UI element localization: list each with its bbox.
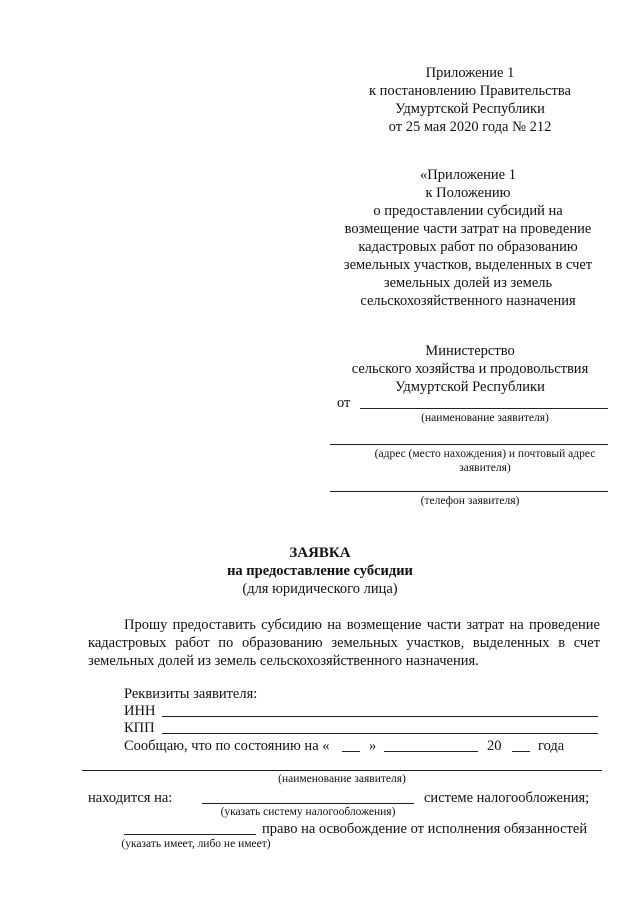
exemption-field[interactable] — [124, 834, 256, 835]
regulation-line: земельных участков, выделенных в счет — [343, 257, 593, 273]
report-month-field[interactable] — [384, 751, 478, 752]
applicant-name-line[interactable] — [360, 408, 608, 409]
regulation-line: к Положению — [425, 185, 511, 201]
body-applicant-name-line[interactable] — [82, 770, 602, 771]
ministry-line: Удмуртской Республики — [395, 379, 545, 395]
report-year-suffix: года — [538, 738, 565, 754]
phone-line[interactable] — [330, 491, 608, 492]
requisites-label: Реквизиты заявителя: — [124, 686, 258, 702]
exemption-caption: (указать имеет, либо не имеет) — [121, 838, 271, 850]
applicant-name-caption: (наименование заявителя) — [421, 412, 549, 424]
regulation-appendix-header — [316, 166, 620, 310]
body-applicant-name-caption: (наименование заявителя) — [278, 773, 406, 785]
title-subtitle: на предоставление субсидии — [227, 563, 413, 579]
inn-label: ИНН — [124, 703, 156, 719]
report-quote-close: » — [369, 738, 377, 754]
address-line[interactable] — [330, 444, 608, 445]
title-note: (для юридического лица) — [242, 581, 398, 597]
tax-system-label: системе налогообложения; — [424, 790, 590, 806]
appendix-line: к постановлению Правительства — [369, 83, 571, 99]
inn-field[interactable] — [162, 716, 598, 717]
title-main: ЗАЯВКА — [289, 545, 351, 561]
report-day-field[interactable] — [342, 751, 360, 752]
addressee-ministry — [330, 342, 610, 396]
phone-caption: (телефон заявителя) — [420, 495, 520, 507]
address-caption: (адрес (место нахождения) и почтовый адрес — [374, 448, 596, 460]
from-label: от — [337, 395, 351, 411]
tax-system-caption: (указать систему налогообложения) — [220, 806, 396, 818]
appendix-header — [330, 64, 610, 136]
report-year-prefix: 20 — [487, 738, 502, 754]
appendix-line: Удмуртской Республики — [395, 101, 545, 117]
ministry-line: Министерство — [425, 343, 515, 359]
tax-system-field[interactable] — [202, 803, 414, 804]
regulation-line: «Приложение 1 — [420, 167, 516, 183]
kpp-field[interactable] — [162, 733, 598, 734]
document-title — [0, 544, 640, 598]
address-caption: заявителя) — [459, 462, 511, 474]
regulation-line: сельскохозяйственного назначения — [360, 293, 576, 309]
report-prefix: Сообщаю, что по состоянию на « — [124, 738, 330, 754]
kpp-label: КПП — [124, 720, 155, 736]
report-year-field[interactable] — [512, 751, 530, 752]
exemption-text: право на освобождение от исполнения обязанностей — [262, 821, 588, 837]
appendix-line: от 25 мая 2020 года № 212 — [388, 119, 552, 135]
regulation-line: о предоставлении субсидий на — [373, 203, 563, 219]
appendix-line: Приложение 1 — [425, 65, 515, 81]
ministry-line: сельского хозяйства и продовольствия — [351, 361, 589, 377]
located-label: находится на: — [88, 790, 173, 806]
regulation-line: земельных долей из земель — [383, 275, 553, 291]
regulation-line: возмещение части затрат на проведение — [344, 221, 592, 237]
request-paragraph: Прошу предоставить субсидию на возмещение части затрат на проведение кадастровых работ по образованию земельных участков, выделенных в счет земельных долей из земель сельскохозяйственного назначения. — [88, 617, 600, 669]
regulation-line: кадастровых работ по образованию — [358, 239, 578, 255]
